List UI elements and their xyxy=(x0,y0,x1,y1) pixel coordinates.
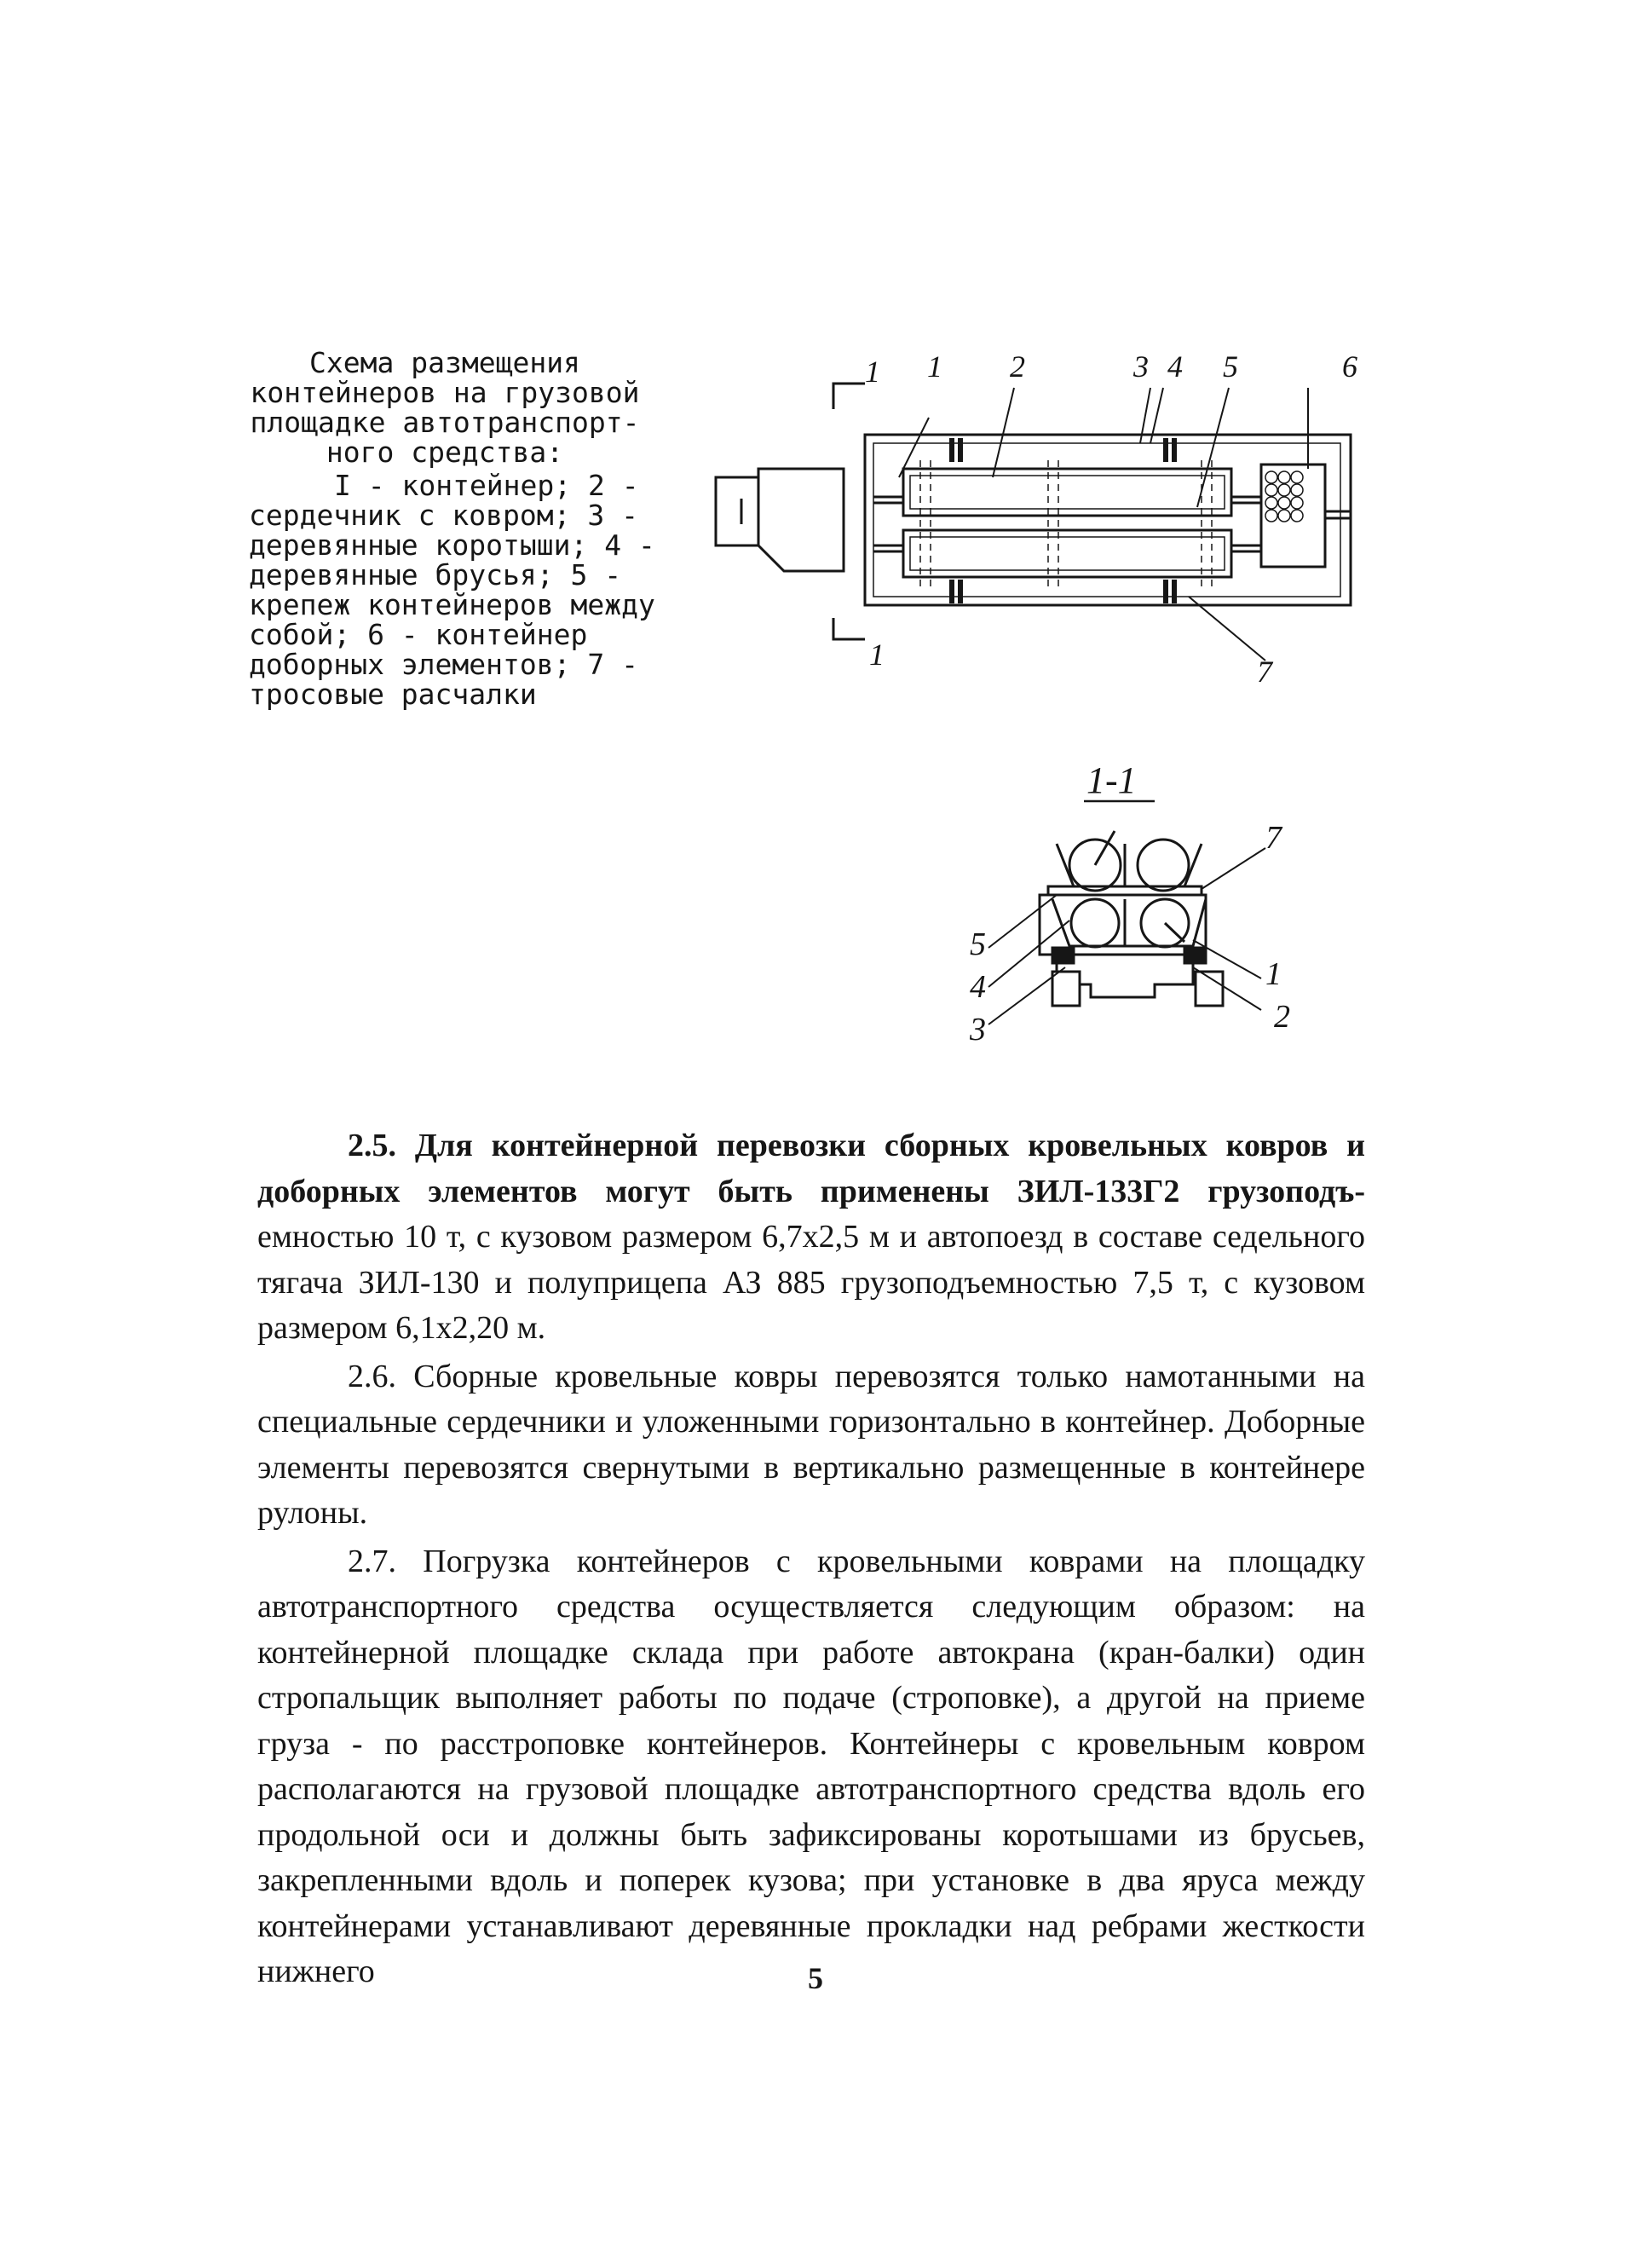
page-number: 5 xyxy=(808,1961,823,1995)
figure-caption-title-line: ного средства: xyxy=(326,436,564,469)
paragraph-2-5-bold: 2.5. Для контейнерной перевозки сборных кровельных ковров и доборных элементов могут быть применены ЗИЛ-133Г2 грузоподъ- xyxy=(257,1128,1365,1209)
section-mark-label: 1 xyxy=(865,355,880,389)
roll xyxy=(1071,899,1119,947)
callout-3: 3 xyxy=(970,1012,986,1047)
paragraph-2-5-text: емностью 10 т, с кузовом размером 6,7х2,5 м и автопоезд в составе седельного тягача ЗИЛ-130 и полуприцепа АЗ 885 грузоподъемностью 7,5 т, с кузовом размером 6,1х2,20 м. xyxy=(257,1219,1365,1346)
figure-caption-title-line: контейнеров на грузовой xyxy=(250,376,640,409)
callout-4: 4 xyxy=(1167,349,1183,384)
figure-caption xyxy=(249,348,692,709)
truck-wheel xyxy=(1052,972,1080,1006)
truck-cab xyxy=(758,469,844,571)
truck-front xyxy=(716,477,758,545)
callout-5: 5 xyxy=(1223,349,1238,384)
figure-caption-title-line: Схема размещения xyxy=(309,346,580,379)
figure-caption-title xyxy=(249,348,641,467)
callout-4: 4 xyxy=(970,969,986,1005)
section-mark-bottom xyxy=(833,618,865,639)
section-mark-label: 1 xyxy=(869,638,885,672)
section-view-drawing xyxy=(920,750,1363,1082)
cargo-platform xyxy=(865,435,1351,605)
body-text xyxy=(257,1123,1365,1998)
section-mark-top xyxy=(833,384,865,409)
callout-7: 7 xyxy=(1265,820,1282,856)
callout-1: 1 xyxy=(1265,956,1282,992)
callout-5: 5 xyxy=(970,926,986,962)
roll xyxy=(1138,840,1189,891)
callout-7: 7 xyxy=(1257,655,1272,689)
figure-caption-title-line: площадке автотранспорт- xyxy=(250,406,640,439)
callout-1: 1 xyxy=(927,349,942,384)
paragraph-2-6: 2.6. Сборные кровельные ковры перевозятся только намотанными на специальные сердечники и уложенными горизонтально в контейнер. Доборные элементы перевозятся свернутыми в вертикально размещенные в контейнере рулоны. xyxy=(257,1358,1365,1531)
section-title: 1-1 xyxy=(1086,759,1137,801)
addon-container xyxy=(1261,465,1325,567)
callout-2: 2 xyxy=(1010,349,1025,384)
figure-legend: I - контейнер; 2 - сердечник с ковром; 3 - деревянные коротыши; 4 - деревянные брусья; 5 - крепеж контейнеров между собой; 6 - контейнер доборных элементов; 7 - тросовые расчалки xyxy=(249,469,655,711)
plan-view-drawing xyxy=(690,341,1372,699)
container-upper xyxy=(1057,844,1202,886)
callout-3: 3 xyxy=(1133,349,1149,384)
paragraph-2-7: 2.7. Погрузка контейнеров с кровельными коврами на площадку автотранспортного средства осуществляется следующим образом: на контейнерной площадке склада при работе автокрана (кран-балки) один стропальщик выполняет работы по подаче (строповке), а другой на приеме груза - по расстроповке контейнеров. Контейнеры с кровельным ковром располагаются на грузовой площадке автотранспортного средства вдоль его продольной оси и должны быть зафиксированы коротышами из брусьев, закрепленными вдоль и поперек кузова; при установке в два яруса между контейнерами устанавливают деревянные прокладки над ребрами жесткости нижнего xyxy=(257,1543,1365,1989)
paragraph-2-5 xyxy=(257,1123,1365,1352)
callout-2: 2 xyxy=(1274,999,1290,1035)
callout-6: 6 xyxy=(1342,349,1357,384)
